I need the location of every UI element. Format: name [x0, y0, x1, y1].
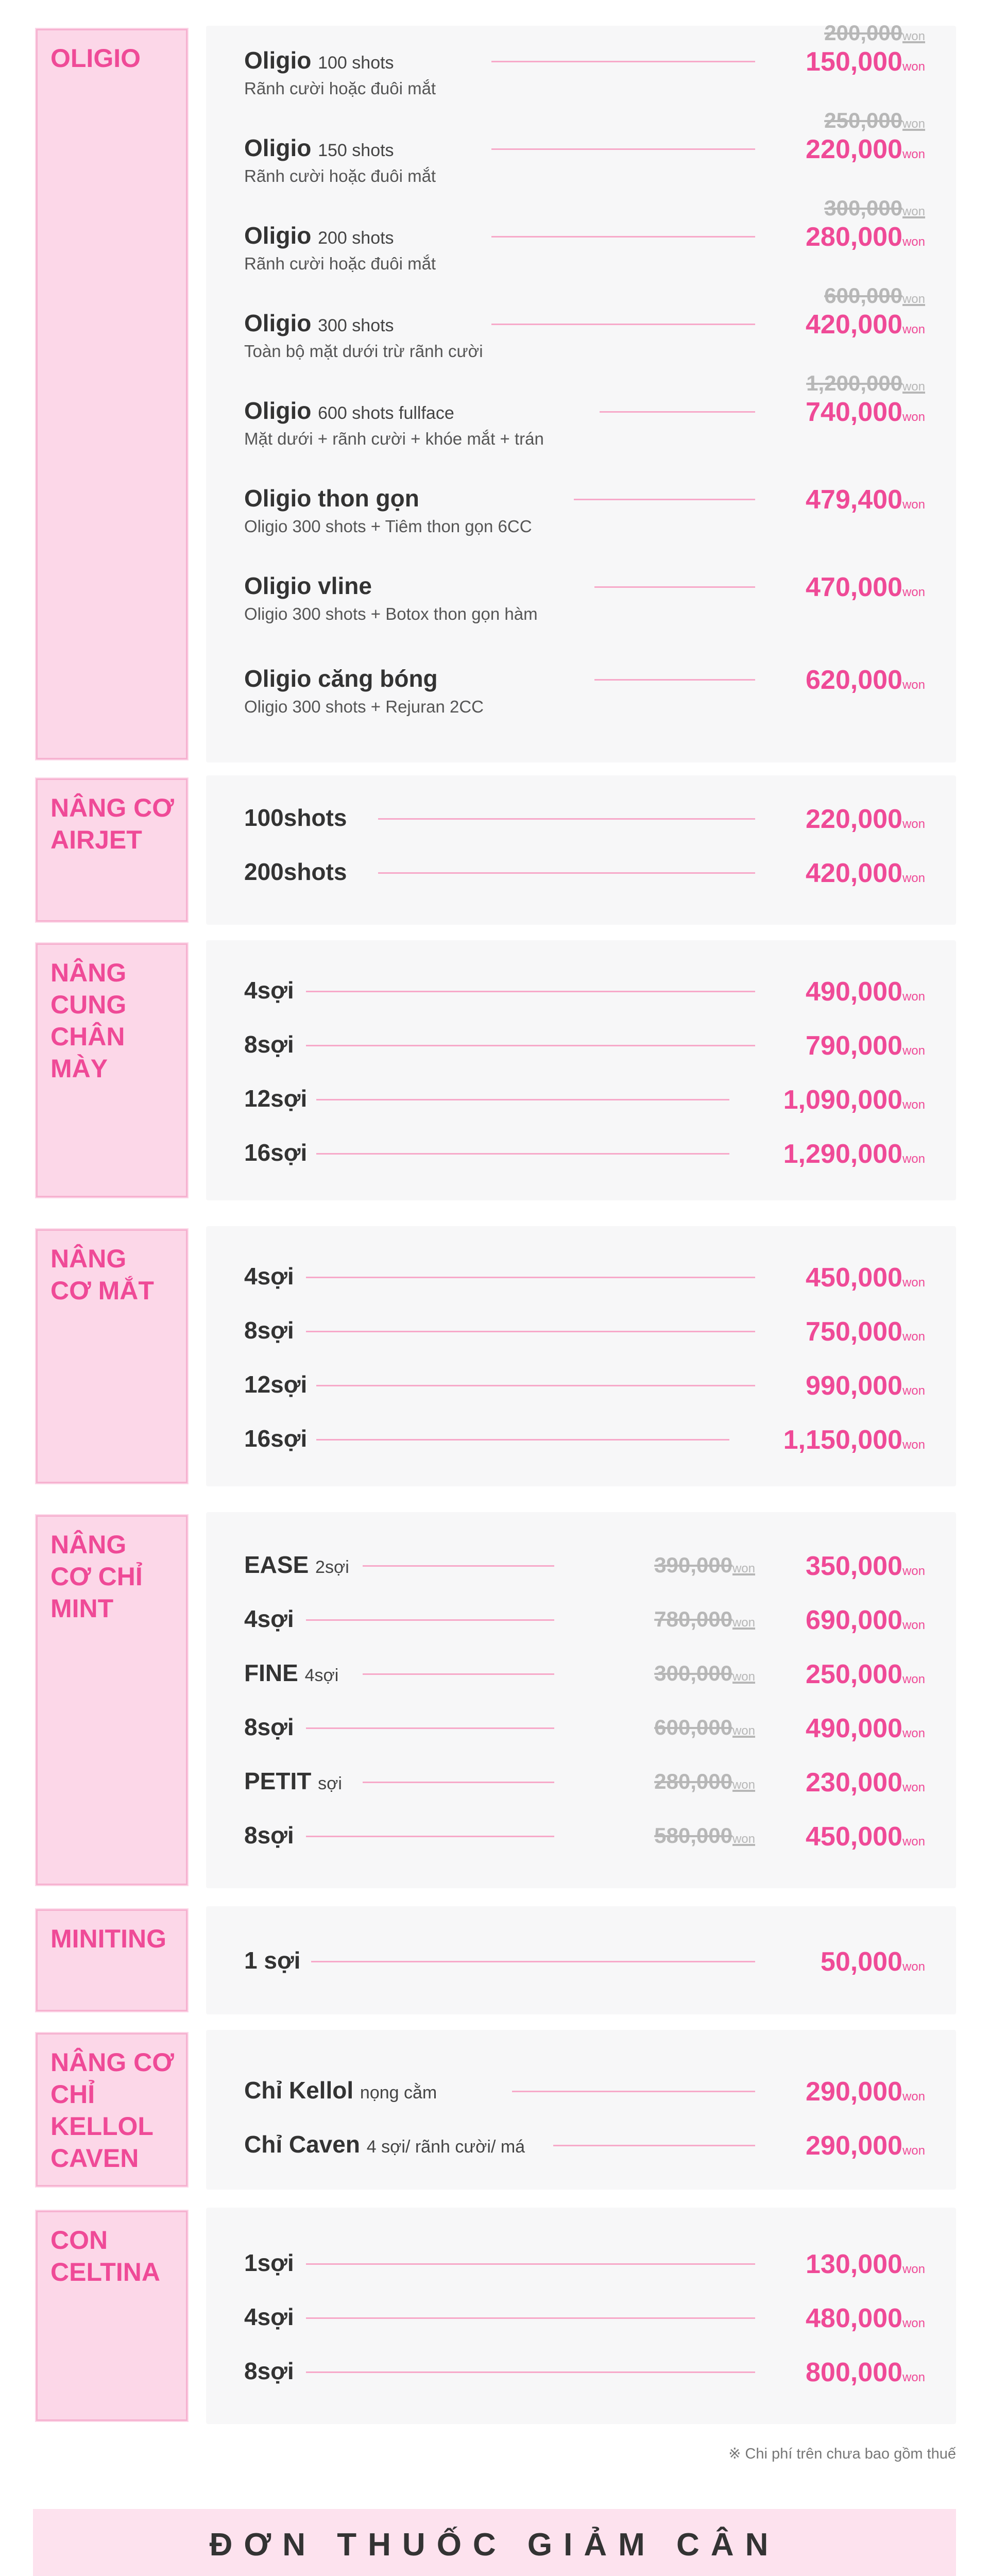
item-name: 4sợi — [244, 2303, 294, 2330]
leader-line — [574, 499, 755, 500]
price: 1,090,000won — [783, 1085, 925, 1115]
price: 740,000won — [806, 397, 925, 427]
section-title: NÂNG CƠ CHỈ KELLOL CAVEN — [50, 2048, 174, 2173]
item-name: 1sợi — [244, 2249, 294, 2276]
leader-line — [363, 1782, 554, 1783]
section-chi-mint — [33, 1512, 956, 1888]
item-name: 12sợi — [244, 1085, 308, 1112]
section-label — [33, 1906, 191, 2014]
price: 290,000won — [806, 2077, 925, 2107]
section-label — [33, 2030, 191, 2190]
item-desc: Rãnh cười hoặc đuôi mắt — [244, 79, 436, 98]
item-name: PETIT sợi — [244, 1768, 342, 1794]
banner-title: ĐƠN THUỐC GIẢM CÂN — [209, 2527, 780, 2563]
section-title: NÂNG CƠ CHỈ MINT — [50, 1530, 143, 1623]
item-name: Chỉ Kellol nọng cằm — [244, 2077, 437, 2104]
item-name: 8sợi — [244, 2358, 294, 2384]
price: 690,000won — [806, 1605, 925, 1635]
leader-line — [306, 1727, 554, 1729]
section-title: NÂNG CUNG CHÂN MÀY — [50, 958, 127, 1083]
leader-line — [311, 1961, 755, 1962]
price: 220,000won — [806, 804, 925, 834]
leader-line — [306, 1277, 755, 1278]
item-name: 8sợi — [244, 1714, 294, 1740]
section-chan-may — [33, 940, 956, 1200]
item-name: Oligio căng bóng — [244, 665, 438, 692]
section-title: CON CELTINA — [50, 2226, 160, 2286]
item-name: 16sợi — [244, 1425, 308, 1452]
leader-line — [594, 586, 755, 588]
section-label — [33, 940, 191, 1200]
item-name: EASE 2sợi — [244, 1551, 349, 1578]
leader-line — [378, 872, 755, 874]
price: 290,000won — [806, 2131, 925, 2161]
item-name: 1 sợi — [244, 1947, 301, 1974]
item-name: Oligio 600 shots fullface — [244, 397, 454, 424]
section-title: OLIGIO — [50, 44, 141, 73]
item-name: Oligio 100 shots — [244, 47, 394, 74]
old-price: 600,000won — [824, 283, 925, 308]
item-name: Oligio vline — [244, 572, 372, 599]
section-label — [33, 26, 191, 762]
price: 450,000won — [806, 1263, 925, 1293]
leader-line — [363, 1565, 554, 1567]
old-price: 780,000won — [654, 1607, 755, 1631]
price: 470,000won — [806, 572, 925, 602]
leader-line — [491, 236, 755, 238]
item-desc: Oligio 300 shots + Rejuran 2CC — [244, 697, 484, 716]
leader-line — [316, 1439, 729, 1440]
item-name: FINE 4sợi — [244, 1659, 339, 1686]
item-name: 12sợi — [244, 1371, 308, 1398]
price: 230,000won — [806, 1768, 925, 1798]
section-title: NÂNG CƠ MẮT — [50, 1244, 154, 1305]
price: 220,000won — [806, 134, 925, 164]
item-name: 4sợi — [244, 1605, 294, 1632]
section-co-mat — [33, 1226, 956, 1486]
leader-line — [600, 411, 755, 413]
price: 620,000won — [806, 665, 925, 695]
item-name: 8sợi — [244, 1822, 294, 1849]
price: 1,290,000won — [783, 1139, 925, 1169]
price: 420,000won — [806, 858, 925, 888]
price: 350,000won — [806, 1551, 925, 1581]
old-price: 300,000won — [824, 196, 925, 220]
item-name: Oligio 300 shots — [244, 310, 394, 336]
item-name: Chỉ Caven 4 sợi/ rãnh cười/ má — [244, 2131, 525, 2158]
item-desc: Oligio 300 shots + Tiêm thon gọn 6CC — [244, 517, 532, 536]
leader-line — [306, 1045, 755, 1046]
section-label — [33, 1226, 191, 1486]
old-price: 1,200,000won — [806, 371, 925, 395]
leader-line — [363, 1673, 554, 1675]
item-name: 4sợi — [244, 1263, 294, 1290]
section-airjet — [33, 775, 956, 925]
leader-line — [306, 2371, 755, 2373]
item-desc: Mặt dưới + rãnh cười + khóe mắt + trán — [244, 429, 544, 448]
leader-line — [306, 991, 755, 992]
old-price: 600,000won — [654, 1715, 755, 1739]
price: 479,400won — [806, 485, 925, 515]
section-oligio — [33, 21, 956, 762]
leader-line — [316, 1099, 729, 1100]
item-name: 8sợi — [244, 1317, 294, 1344]
price: 1,150,000won — [783, 1425, 925, 1455]
price: 50,000won — [820, 1947, 925, 1977]
section-kellol-caven — [33, 2030, 956, 2190]
item-name: Oligio 150 shots — [244, 134, 394, 161]
price: 750,000won — [806, 1317, 925, 1347]
leader-line — [316, 1385, 755, 1386]
item-name: 4sợi — [244, 977, 294, 1004]
item-desc: Toàn bộ mặt dưới trừ rãnh cười — [244, 342, 483, 361]
section-label — [33, 1512, 191, 1888]
item-name: 16sợi — [244, 1139, 308, 1166]
price: 420,000won — [806, 310, 925, 340]
leader-line — [306, 1331, 755, 1332]
section-title: NÂNG CƠ AIRJET — [50, 793, 174, 854]
price: 130,000won — [806, 2249, 925, 2279]
price: 280,000won — [806, 222, 925, 252]
leader-line — [491, 61, 755, 62]
item-name: Oligio thon gọn — [244, 485, 419, 512]
weight-loss-banner — [33, 2509, 956, 2576]
item-desc: Rãnh cười hoặc đuôi mắt — [244, 166, 436, 185]
price: 490,000won — [806, 1714, 925, 1743]
old-price: 280,000won — [654, 1769, 755, 1793]
old-price: 580,000won — [654, 1823, 755, 1848]
section-label — [33, 775, 191, 925]
item-name: Oligio 200 shots — [244, 222, 394, 249]
leader-line — [594, 679, 755, 681]
section-title: MINITING — [50, 1924, 166, 1953]
old-price: 300,000won — [654, 1661, 755, 1685]
item-desc: Oligio 300 shots + Botox thon gọn hàm — [244, 604, 538, 623]
section-label — [33, 2208, 191, 2424]
section-panel — [206, 775, 956, 925]
leader-line — [553, 2145, 755, 2146]
item-desc: Rãnh cười hoặc đuôi mắt — [244, 254, 436, 273]
price: 800,000won — [806, 2358, 925, 2387]
leader-line — [491, 324, 755, 325]
item-name: 200shots — [244, 858, 347, 885]
tax-note: ※ Chi phí trên chưa bao gồm thuế — [728, 2446, 956, 2462]
item-name: 8sợi — [244, 1031, 294, 1058]
price: 250,000won — [806, 1659, 925, 1689]
price: 450,000won — [806, 1822, 925, 1852]
leader-line — [378, 818, 755, 820]
price: 990,000won — [806, 1371, 925, 1401]
leader-line — [306, 2317, 755, 2319]
price: 150,000won — [806, 47, 925, 77]
leader-line — [306, 1836, 554, 1837]
section-miniting — [33, 1906, 956, 2014]
leader-line — [306, 1619, 554, 1621]
item-name: 100shots — [244, 804, 347, 831]
leader-line — [306, 2263, 755, 2265]
section-celtina — [33, 2208, 956, 2424]
old-price: 390,000won — [654, 1553, 755, 1577]
price: 790,000won — [806, 1031, 925, 1061]
price: 480,000won — [806, 2303, 925, 2333]
price: 490,000won — [806, 977, 925, 1007]
old-price: 250,000won — [824, 108, 925, 132]
leader-line — [512, 2091, 755, 2092]
section-panel — [206, 2030, 956, 2190]
leader-line — [316, 1153, 729, 1155]
old-price: 200,000won — [824, 21, 925, 45]
leader-line — [491, 148, 755, 150]
